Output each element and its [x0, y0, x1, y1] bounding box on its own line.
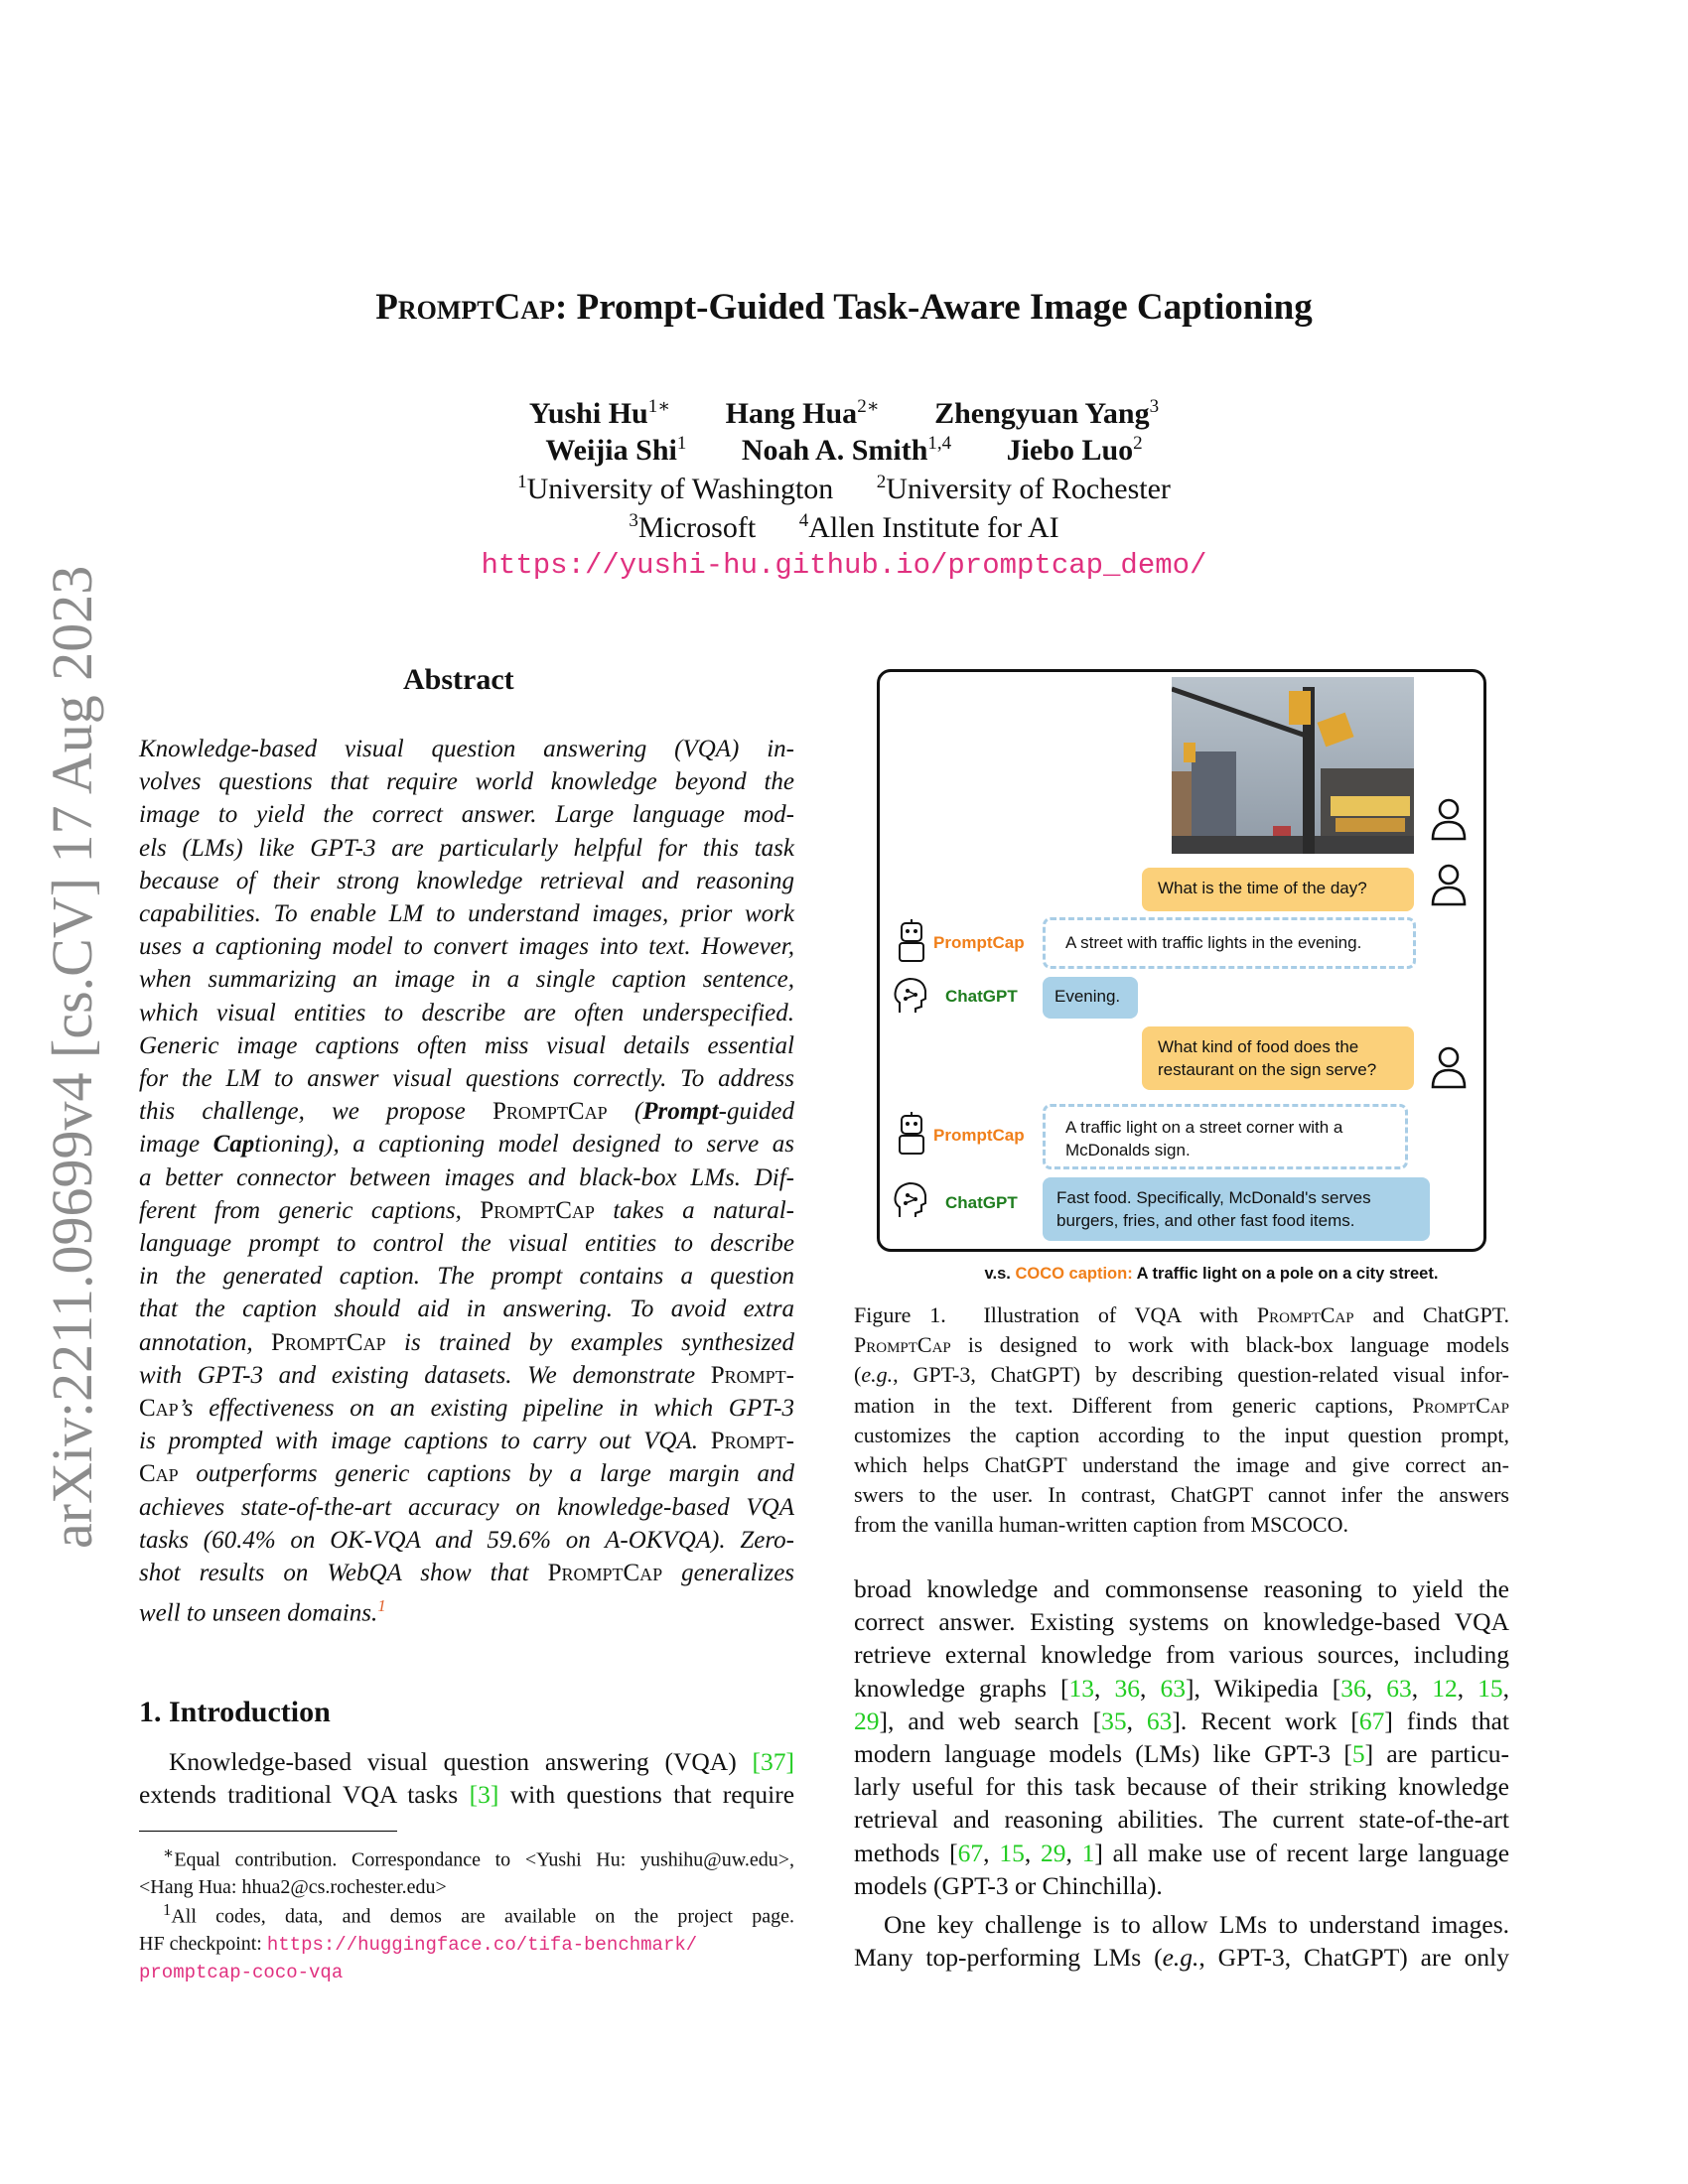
text-line: One key challenge is to allow LMs to understand images. — [884, 1910, 1509, 1940]
text-line: which visual entities to describe are often underspecified. — [139, 999, 794, 1026]
text-line: customizes the caption according to the input question prompt, — [854, 1422, 1509, 1447]
citation-link[interactable]: 67 — [957, 1838, 984, 1867]
text-line: a better connector between images and black-box LMs. Dif- — [139, 1163, 794, 1191]
user-icon — [1430, 862, 1468, 907]
question-bubble — [1142, 1026, 1414, 1090]
author-row-2 — [0, 433, 1688, 468]
text-line: because of their strong knowledge retrieval and reasoning — [139, 867, 794, 894]
citation-link[interactable]: 15 — [999, 1838, 1025, 1867]
affiliation: $^2$University of Rochester — [876, 472, 1171, 505]
text-line: Cap’s effectiveness on an existing pipeline in which GPT-3 — [139, 1395, 794, 1423]
bubble-line: restaurant on the sign serve? — [1158, 1060, 1377, 1079]
citation-link[interactable]: [37] — [752, 1747, 794, 1776]
user-icon — [1430, 1044, 1468, 1090]
citation-link[interactable]: 1 — [1081, 1838, 1095, 1867]
project-url-link[interactable]: https://yushi-hu.github.io/promptcap_demo/ — [481, 549, 1207, 582]
text-line: Figure 1. Illustration of VQA with PromptCap and ChatGPT. — [854, 1302, 1510, 1327]
promptcap-robot-icon — [894, 919, 929, 965]
text-line: Generic image captions often miss visual details essential — [139, 1031, 794, 1059]
text-line: methods [67, 15, 29, 1] all make use of recent large language — [854, 1838, 1510, 1867]
text-line: in the generated caption. The prompt contains a question — [139, 1263, 794, 1291]
text-line: capabilities. To enable LM to understand images, prior work — [139, 900, 794, 928]
intro-paragraph — [139, 1745, 794, 1811]
text-line: broad knowledge and commonsense reasoning to yield the — [854, 1574, 1509, 1603]
footnote-rule — [139, 1831, 397, 1832]
text-line: language prompt to control the visual entities to describe — [139, 1230, 794, 1258]
author-row-1 — [0, 395, 1688, 431]
promptcap-caption-bubble — [1043, 1104, 1408, 1169]
footnote-2 — [139, 1896, 794, 1986]
text-line: this challenge, we propose PromptCap (Prompt-guided — [139, 1098, 794, 1126]
footnote-1 — [139, 1840, 794, 1901]
citation-link[interactable]: 29 — [1040, 1838, 1066, 1867]
text-line: larly useful for this task because of their striking knowledge — [854, 1772, 1509, 1802]
citation-link[interactable]: 15 — [1477, 1673, 1503, 1703]
citation-link[interactable]: 63 — [1146, 1706, 1173, 1735]
citation-link[interactable]: 63 — [1160, 1673, 1186, 1703]
affiliation: $^3$Microsoft — [629, 510, 757, 544]
text-line: tasks (60.4% on OK-VQA and 59.6% on A-OKVQA). Zero- — [139, 1526, 794, 1554]
author: Yushi $Hu^{1∗}$ — [528, 396, 671, 430]
text-line: image Captioning), a captioning model designed to serve as — [139, 1131, 795, 1159]
chatgpt-answer-bubble — [1043, 1177, 1430, 1241]
text-line: HF checkpoint: https://huggingface.co/tifa-benchmark/ — [139, 1932, 698, 1956]
text-line: correct answer. Existing systems on knowledge-based VQA — [854, 1607, 1509, 1637]
text-line: that the caption should aid in answering. To avoid extra — [139, 1296, 794, 1323]
text-line: is prompted with image captions to carry out VQA. Prompt- — [139, 1428, 795, 1455]
bubble-line: A traffic light on a street corner with a — [1065, 1118, 1343, 1137]
chatgpt-label: ChatGPT — [945, 987, 1018, 1006]
affiliation-row-2 — [0, 510, 1688, 545]
text-line: mation in the text. Different from generic captions, PromptCap — [854, 1392, 1509, 1418]
text-line: els (LMs) like GPT-3 are particularly helpful for this task — [139, 834, 794, 862]
text-line: $^1$All codes, data, and demos are available on the project page. — [163, 1900, 794, 1928]
coco-caption-comparison: v.s. COCO caption: A traffic light on a pole on a city street. — [984, 1265, 1439, 1283]
abstract-heading: Abstract — [403, 663, 514, 696]
text-line: Knowledge-based visual question answering (VQA) in- — [139, 736, 794, 762]
question-bubble: What is the time of the day? — [1142, 868, 1414, 911]
chatgpt-label: ChatGPT — [945, 1193, 1018, 1212]
citation-link[interactable]: 13 — [1068, 1673, 1095, 1703]
text-line: well to unseen domains.$^1$ — [139, 1596, 386, 1627]
promptcap-robot-icon — [894, 1112, 929, 1158]
text-line: which helps ChatGPT understand the image and give correct an- — [854, 1452, 1509, 1478]
text-line — [139, 1959, 794, 1986]
citation-link[interactable]: [3] — [469, 1780, 499, 1810]
text-line: ∗Equal contribution. Correspondance to <Yushi Hu: yushihu@uw.edu>, — [163, 1843, 794, 1871]
text-line: when summarizing an image in a single caption sentence, — [139, 966, 794, 994]
section-heading-introduction: 1. Introduction — [139, 1696, 331, 1728]
text-line: knowledge graphs [13, 36, 63], Wikipedia [36, 63, 12, 15, — [854, 1673, 1510, 1703]
text-line: swers to the user. In contrast, ChatGPT cannot infer the answers — [854, 1482, 1509, 1508]
affiliation: $^1$University of Washington — [517, 472, 834, 505]
citation-link[interactable]: 67 — [1358, 1706, 1385, 1735]
text-line: (e.g., GPT-3, ChatGPT) by describing question-related visual infor- — [854, 1362, 1509, 1388]
text-line: <Hang Hua: hhua2@cs.rochester.edu> — [139, 1875, 447, 1898]
title-rest: : Prompt-Guided Task-Aware Image Captioning — [555, 287, 1313, 328]
chatgpt-brain-icon — [892, 1179, 931, 1223]
text-line: with GPT-3 and existing datasets. We demonstrate Prompt- — [139, 1361, 794, 1389]
abstract-body — [139, 733, 794, 1630]
author: Weijia Shi$^1$ — [545, 433, 687, 467]
affiliation: $^4$Allen Institute for AI — [798, 510, 1059, 544]
text-line: image to yield the correct answer. Large language mod- — [139, 801, 794, 829]
text-line: ferent from generic captions, PromptCap takes a natural- — [139, 1196, 794, 1224]
text-line: uses a captioning model to convert images into text. However, — [139, 933, 794, 961]
author: Jiebo Luo$^2$ — [1006, 433, 1143, 467]
text-line: models (GPT-3 or Chinchilla). — [854, 1870, 1163, 1900]
text-line: from the vanilla human-written caption from MSCOCO. — [854, 1512, 1348, 1538]
text-line: retrieval and reasoning abilities. The current state-of-the-art — [854, 1805, 1509, 1835]
author: Zhengyuan Yang$^3$ — [934, 396, 1160, 430]
text-line: for the LM to answer visual questions correctly. To address — [139, 1065, 794, 1093]
bubble-line: burgers, fries, and other fast food items. — [1056, 1211, 1355, 1230]
citation-link[interactable]: 36 — [1114, 1673, 1141, 1703]
text-line: volves questions that require world knowledge beyond the — [139, 768, 794, 796]
bubble-line: What kind of food does the — [1158, 1037, 1359, 1056]
title-brand: PromptCap — [375, 287, 556, 328]
text-line: achieves state-of-the-art accuracy on knowledge-based VQA — [139, 1493, 794, 1521]
citation-link[interactable]: 12 — [1432, 1673, 1458, 1703]
text-line: retrieve external knowledge from various sources, including — [854, 1640, 1509, 1670]
chatgpt-brain-icon — [892, 975, 931, 1019]
citation-link[interactable]: 36 — [1340, 1673, 1366, 1703]
bubble-line: McDonalds sign. — [1065, 1141, 1191, 1160]
text-line: Cap outperforms generic captions by a large margin and — [139, 1460, 795, 1488]
promptcap-label: PromptCap — [933, 933, 1025, 952]
text-line: modern language models (LMs) like GPT-3 [5] are particu- — [854, 1739, 1509, 1769]
promptcap-label: PromptCap — [933, 1126, 1025, 1145]
text-line: shot results on WebQA show that PromptCap generalizes — [139, 1560, 795, 1587]
text-line: Many top-performing LMs (e.g., GPT-3, ChatGPT) are only — [854, 1943, 1509, 1973]
citation-link[interactable]: 5 — [1351, 1739, 1365, 1769]
hf-checkpoint-link[interactable]: promptcap-coco-vqa — [139, 1961, 344, 1983]
text-line: extends traditional VQA tasks [3] with questions that require — [139, 1780, 795, 1810]
user-icon — [1430, 796, 1468, 842]
intro-paragraph-right — [854, 1572, 1509, 1974]
text-line: PromptCap is designed to work with black-box language models — [854, 1332, 1509, 1358]
author: Noah A. Smith$^{1,4}$ — [741, 433, 952, 467]
citation-link[interactable]: 35 — [1101, 1706, 1127, 1735]
promptcap-caption-bubble: A street with traffic lights in the evening. — [1043, 917, 1416, 969]
footnote-ref[interactable]: 1 — [377, 1596, 386, 1616]
citation-link[interactable]: 29 — [854, 1706, 880, 1735]
hf-checkpoint-link[interactable]: https://huggingface.co/tifa-benchmark/ — [266, 1933, 698, 1956]
paper-title — [0, 286, 1688, 329]
arxiv-id-text: arXiv:2211.09699v4 [cs.CV] 17 Aug 2023 — [40, 565, 104, 1549]
text-line: annotation, PromptCap is trained by examples synthesized — [139, 1328, 795, 1356]
affiliation-row-1 — [0, 472, 1688, 506]
text-line: Knowledge-based visual question answering (VQA) [37] — [169, 1747, 794, 1776]
bubble-line: Fast food. Specifically, McDonald's serves — [1056, 1188, 1371, 1207]
citation-link[interactable]: 63 — [1386, 1673, 1412, 1703]
figure-1-caption — [854, 1300, 1509, 1541]
author: Hang Hua$^{2∗}$ — [725, 396, 880, 430]
text-line: 29], and web search [35, 63]. Recent work [67] finds that — [854, 1706, 1509, 1735]
street-photo-image — [1172, 677, 1414, 854]
chatgpt-answer-bubble: Evening. — [1043, 977, 1138, 1019]
